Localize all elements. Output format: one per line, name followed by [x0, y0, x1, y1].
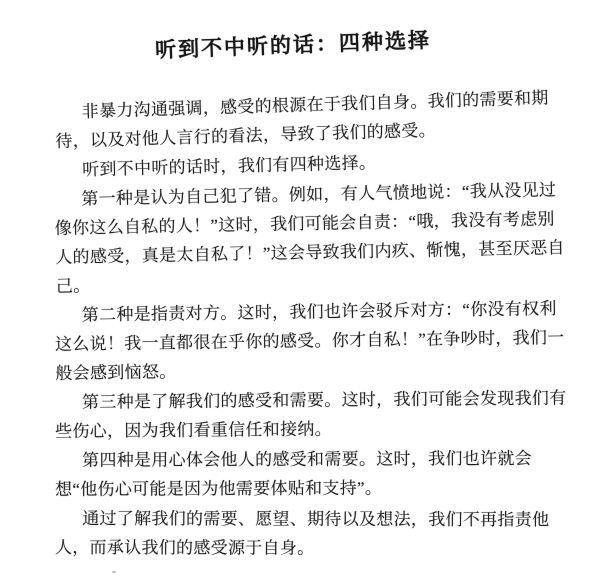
paragraph-choice-3-own-feelings: 第三种是了解我们的感受和需要。这时，我们可能会发现我们有些伤心，因为我们看重信任和接纳。: [55, 388, 567, 441]
paragraph-feelings-root: 非暴力沟通强调，感受的根源在于我们自身。我们的需要和期待，以及对他人言行的看法，导致了我们的感受。: [55, 88, 549, 151]
page-body: [54, 88, 571, 562]
scan-speck: [112, 571, 116, 573]
paragraph-choice-4-others-feelings: 第四种是用心体会他人的感受和需要。这时，我们也许就会想“他伤心可能是因为他需要体贴和支持”。: [55, 448, 532, 499]
page-title: 听到不中听的话：四种选择: [154, 28, 432, 63]
paragraph-choice-1-blame-self: 第一种是认为自己犯了错。例如，有人气愤地说：“我从没见过像你这么自私的人！”这时，我们可能会自责：“哦，我没有考虑别人的感受，真是太自私了！”这会导致我们内疚、惭愧，甚至厌恶自己。: [54, 180, 565, 296]
book-page: [0, 28, 606, 576]
paragraph-conclusion: 通过了解我们的需要、愿望、期待以及想法，我们不再指责他人，而承认我们的感受源于自身。: [54, 509, 550, 558]
paragraph-four-choices-intro: 听到不中听的话时，我们有四种选择。: [81, 153, 377, 180]
paragraph-choice-2-blame-others: 第二种是指责对方。这时，我们也许会驳斥对方：“你没有权利这么说！我一直都很在乎你的感受。你才自私！”在争吵时，我们一般会感到恼怒。: [54, 298, 565, 383]
